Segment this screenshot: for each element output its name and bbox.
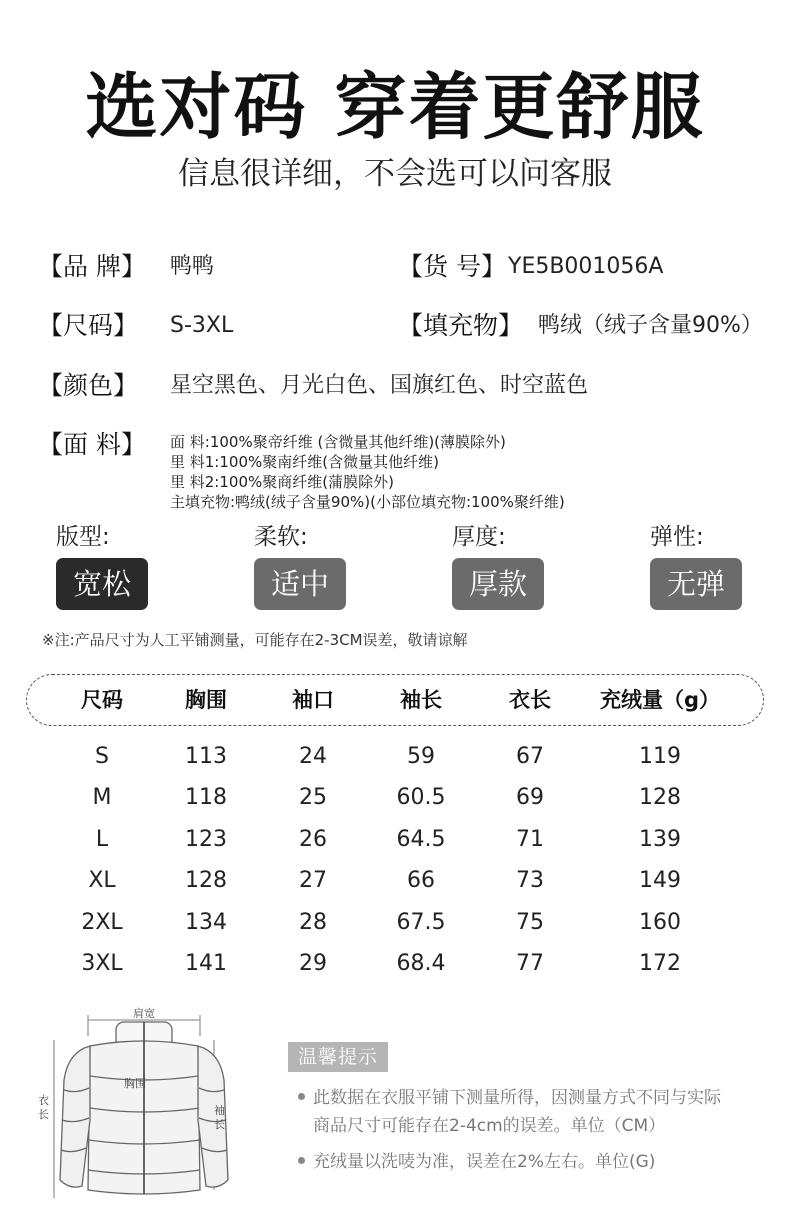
cell-chest: 118 bbox=[185, 785, 227, 811]
cell-sleeve: 60.5 bbox=[396, 785, 446, 811]
thickness-label: 厚度: bbox=[452, 524, 506, 550]
cell-length: 77 bbox=[516, 951, 544, 976]
col-header-down-weight: 充绒量（g） bbox=[599, 688, 721, 712]
cell-size: S bbox=[95, 744, 109, 769]
tips-title: 温馨提示 bbox=[288, 1042, 388, 1072]
fabric-line: 里 料2:100%聚商纤维(蒲膜除外) bbox=[170, 473, 394, 491]
filling-label: 【填充物】 bbox=[398, 311, 524, 340]
cell-cuff: 24 bbox=[299, 744, 327, 769]
col-header-size: 尺码 bbox=[81, 688, 123, 712]
fabric-line: 面 料:100%聚帝纤维 (含微量其他纤维)(薄膜除外) bbox=[170, 433, 506, 451]
tip-item: 此数据在衣服平铺下测量所得，因测量方式不同与实际 商品尺寸可能存在2-4cm的误差。单位（CM） bbox=[298, 1084, 721, 1140]
col-header-chest: 胸围 bbox=[185, 688, 227, 712]
cell-size: L bbox=[95, 826, 109, 852]
cell-length: 69 bbox=[516, 785, 544, 811]
cell-sleeve: 68.4 bbox=[396, 951, 446, 976]
elasticity-label: 弹性: bbox=[650, 524, 704, 550]
col-header-length: 衣长 bbox=[509, 688, 551, 712]
tip-item: 充绒量以洗唛为准，误差在2%左右。单位(G) bbox=[298, 1148, 655, 1176]
cell-cuff: 26 bbox=[299, 826, 327, 852]
page-title: 选对码 穿着更舒服 bbox=[85, 65, 705, 149]
measurement-note: ※注:产品尺寸为人工平铺测量，可能存在2-3CM误差，敬请谅解 bbox=[42, 631, 468, 649]
cell-chest: 128 bbox=[185, 868, 227, 894]
shoulder-width-label: 肩宽 bbox=[133, 1007, 155, 1020]
cell-down-weight: 128 bbox=[639, 785, 681, 811]
fabric-line: 主填充物:鸭绒(绒子含量90%)(小部位填充物:100%聚纤维) bbox=[170, 493, 565, 511]
chest-label: 胸围 bbox=[124, 1077, 146, 1090]
col-header-cuff: 袖口 bbox=[292, 688, 334, 712]
size-label: 【尺码】 bbox=[38, 311, 139, 340]
brand-label: 【品 牌】 bbox=[38, 252, 146, 281]
cell-length: 73 bbox=[516, 868, 544, 894]
fabric-details bbox=[170, 432, 565, 512]
cell-sleeve: 67.5 bbox=[396, 909, 446, 935]
cell-chest: 134 bbox=[185, 909, 227, 935]
cell-size: XL bbox=[88, 868, 116, 894]
color-value: 星空黑色、月光白色、国旗红色、时空蓝色 bbox=[170, 373, 589, 398]
bullet-icon bbox=[298, 1093, 305, 1100]
elasticity-badge: 无弹 bbox=[650, 558, 742, 610]
cell-sleeve: 64.5 bbox=[396, 826, 446, 852]
thickness-badge: 厚款 bbox=[452, 558, 544, 610]
cell-down-weight: 160 bbox=[639, 909, 681, 935]
cell-chest: 123 bbox=[185, 826, 227, 852]
cell-cuff: 25 bbox=[299, 785, 327, 811]
size-value: S-3XL bbox=[170, 313, 234, 338]
cell-cuff: 29 bbox=[299, 951, 327, 976]
fit-badge: 宽松 bbox=[56, 558, 148, 610]
cell-down-weight: 149 bbox=[639, 868, 681, 894]
fit-label: 版型: bbox=[56, 524, 110, 550]
item-no-value: YE5B001056A bbox=[508, 254, 664, 279]
cell-sleeve: 66 bbox=[407, 868, 435, 894]
fabric-label: 【面 料】 bbox=[38, 430, 146, 459]
cell-down-weight: 172 bbox=[639, 951, 681, 976]
cell-down-weight: 139 bbox=[639, 826, 681, 852]
jacket-diagram bbox=[50, 1000, 235, 1205]
fabric-line: 里 料1:100%聚南纤维(含微量其他纤维) bbox=[170, 453, 439, 471]
cell-length: 75 bbox=[516, 909, 544, 935]
sleeve-length-label: 袖长 bbox=[214, 1104, 225, 1131]
cell-sleeve: 59 bbox=[407, 744, 435, 769]
col-header-sleeve: 袖长 bbox=[400, 688, 442, 712]
cell-down-weight: 119 bbox=[639, 744, 681, 769]
cell-chest: 113 bbox=[185, 744, 227, 769]
bullet-icon bbox=[298, 1157, 305, 1164]
item-no-label: 【货 号】 bbox=[398, 252, 506, 281]
brand-value: 鸭鸭 bbox=[170, 254, 215, 279]
softness-badge: 适中 bbox=[254, 558, 346, 610]
cell-cuff: 27 bbox=[299, 868, 327, 894]
softness-label: 柔软: bbox=[254, 524, 308, 550]
cell-cuff: 28 bbox=[299, 909, 327, 935]
cell-length: 71 bbox=[516, 826, 544, 852]
cell-length: 67 bbox=[516, 744, 544, 769]
cell-size: 2XL bbox=[81, 909, 123, 935]
filling-value: 鸭绒（绒子含量90%） bbox=[538, 313, 763, 338]
cell-size: M bbox=[92, 785, 112, 811]
cell-chest: 141 bbox=[185, 951, 227, 976]
page-subtitle: 信息很详细，不会选可以问客服 bbox=[178, 156, 612, 192]
length-label: 衣长 bbox=[38, 1094, 49, 1121]
cell-size: 3XL bbox=[81, 951, 123, 976]
color-label: 【颜色】 bbox=[38, 371, 139, 400]
